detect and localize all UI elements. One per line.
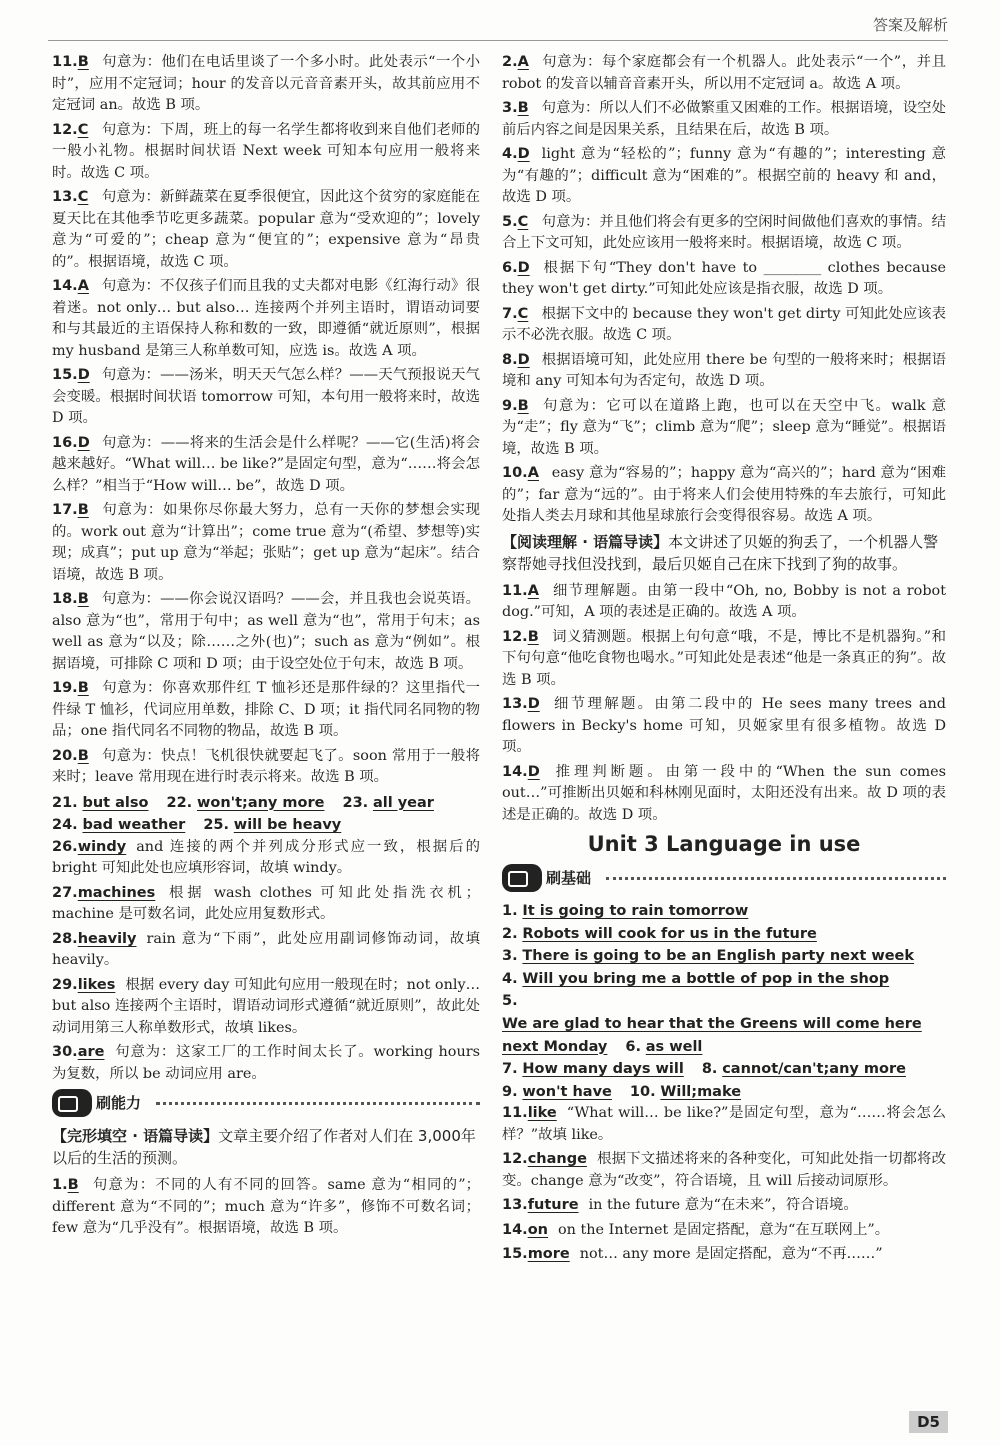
unit-title: Unit 3 Language in use xyxy=(587,832,861,856)
item-answer: likes xyxy=(77,976,116,993)
item-explanation: easy 意为“容易的”；happy 意为“高兴的”；hard 意为“困难的”；far 意为“远的”。由于将来人们会使用特殊的车去旅行，可知此处指人类去月球和其他星球旅行会变得很容易。故选 A 项。 xyxy=(502,465,946,524)
item-answer: C xyxy=(517,213,529,230)
item-answer: bad weather xyxy=(82,817,186,834)
item-answer: There is going to be an English party next week xyxy=(522,948,915,965)
item-explanation: 句意为：快点！飞机很快就要起飞了。soon 常用于一般将来时；leave 常用现在进行时表示将来。故选 B 项。 xyxy=(52,747,480,785)
item-number: 4. xyxy=(502,146,518,162)
right-items-2 xyxy=(502,581,946,827)
item-number: 12. xyxy=(502,628,528,645)
fill-answer-line xyxy=(502,968,946,991)
left-items-3 xyxy=(52,1175,480,1240)
item-explanation: 词义猜测题。根据上句句意“哦，不是，博比不是机器狗。”和下句句意“他吃食物也喝水。”可知此处是表述“他是一条真正的狗”。故选 B 项。 xyxy=(502,628,946,688)
item-answer: We are glad to hear that the Greens will come here xyxy=(502,1015,922,1032)
item-answer: D xyxy=(517,351,530,368)
item-number: 12. xyxy=(502,1151,528,1168)
answer-item xyxy=(502,1220,946,1242)
item-explanation: 推理判断题。由第一段中的“When the sun comes out…”可推断出贝姬和科林刚见面时，太阳还没有出来。故 D 项的表述是正确的。故选 D 项。 xyxy=(502,763,946,823)
item-answer: next Monday xyxy=(502,1038,608,1055)
item-answer: It is going to rain tomorrow xyxy=(522,903,749,919)
item-number: 15. xyxy=(502,1246,528,1263)
answer-item xyxy=(52,1042,480,1085)
item-number: 19. xyxy=(52,680,78,696)
cloze-intro-label: 【完形填空 · 语篇导读】 xyxy=(52,1127,219,1146)
item-number: 15. xyxy=(52,367,78,383)
item-number: 6. xyxy=(502,259,518,276)
item-answer: Will you bring me a bottle of pop in the shop xyxy=(522,970,890,987)
item-explanation: 句意为：并且他们将会有更多的空闲时间做他们喜欢的事情。结合上下文可知，此处应该用一般将来时。根据语境，故选 C 项。 xyxy=(502,213,946,251)
item-answer: D xyxy=(77,367,90,383)
item-number: 28. xyxy=(52,930,78,947)
item-number: 21. xyxy=(52,794,78,811)
item-answer: on xyxy=(527,1221,548,1238)
item-answer: future xyxy=(527,1197,579,1214)
item-explanation: 根据 every day 可知此句应用一般现在时；not only… but also 连接两个主语时，谓语动词形式遵循“就近原则”，故此处动词用第三人称单数形式，故填 likes。 xyxy=(52,976,480,1036)
item-number: 14. xyxy=(502,1221,528,1238)
item-explanation: 句意为：每个家庭都会有一个机器人。此处表示“一个”，并且 robot 的发音以辅音音素开头，所以用不定冠词 a。故选 A 项。 xyxy=(502,54,946,92)
reading-intro-label: 【阅读理解 · 语篇导读】 xyxy=(502,532,669,551)
item-number: 7. xyxy=(502,305,518,322)
item-number: 5. xyxy=(502,213,518,230)
item-number: 6. xyxy=(625,1038,641,1055)
item-explanation: not… any more 是固定搭配，意为“不再……” xyxy=(579,1246,883,1263)
fill-answer-line xyxy=(502,990,946,1035)
item-answer: windy xyxy=(77,838,127,855)
item-explanation: 句意为：如果你尽你最大努力，总有一天你的梦想会实现的。work out 意为“计算出”；come true 意为“(希望、梦想等)实现；成真”；put up 意为“举起；张贴”；get up 意为“起床”。结合语境，故选 B 项。 xyxy=(52,502,480,583)
pen-badge-icon xyxy=(52,1089,92,1117)
item-explanation: 根据下文中的 because they won't get dirty 可知此处应该表示不必洗衣服。故选 C 项。 xyxy=(502,305,946,343)
item-number: 14. xyxy=(502,763,528,780)
item-answer: Robots will cook for us in the future xyxy=(522,925,817,942)
left-items xyxy=(52,52,480,789)
item-answer: but also xyxy=(82,794,149,811)
item-number: 16. xyxy=(52,434,78,451)
item-answer: B xyxy=(67,1177,79,1194)
right-items-3 xyxy=(502,1103,946,1266)
answer-item xyxy=(502,694,946,759)
item-explanation: rain 意为“下雨”，此处应用副词修饰动词，故填 heavily。 xyxy=(52,930,480,969)
left-items-2 xyxy=(52,837,480,1086)
answer-item xyxy=(502,52,946,95)
answer-item xyxy=(502,212,946,255)
item-explanation: 句意为：你喜欢那件红 T 恤衫还是那件绿的？这里指代一件绿 T 恤衫，代词应用单数，排除 C、D 项；it 指代同名同物的物品；one 指代同名不同物的物品，故选 B 项。 xyxy=(52,680,480,739)
item-explanation: 细节理解题。由第二段中的 He sees many trees and flowers in Becky's home 可知，贝姬家里有很多植物。故选 D 项。 xyxy=(502,696,946,755)
reading-intro xyxy=(502,531,946,575)
item-number: 11. xyxy=(52,54,78,70)
item-explanation: 句意为：——汤米，明天天气怎么样？——天气预报说天气会变暖。根据时间状语 tomorrow 可知，本句用一般将来时，故选 D 项。 xyxy=(52,367,480,426)
reading-intro-text: 本文讲述了贝姬的狗丢了，一个机器人警察帮她寻找但没找到，最后贝姬自己在床下找到了狗的故事。 xyxy=(502,532,939,573)
answer-item xyxy=(502,463,946,528)
item-number: 22. xyxy=(166,794,193,811)
right-items xyxy=(502,52,946,528)
fill-answer-line xyxy=(502,1058,946,1081)
item-answer: B xyxy=(527,628,539,645)
item-explanation: 根据 wash clothes 可知此处指洗衣机；machine 是可数名词，此处应用复数形式。 xyxy=(52,884,480,923)
item-number: 24. xyxy=(52,817,78,834)
item-answer: are xyxy=(77,1044,105,1061)
item-explanation: 句意为：他们在电话里谈了一个多小时。此处表示“一个小时”，应用不定冠词；hour 的发音以元音音素开头，故其前应用不定冠词 an。故选 B 项。 xyxy=(52,54,480,113)
item-explanation: 句意为：所以人们不必做繁重又困难的工作。根据语境，设空处前后内容之间是因果关系，且结果在后，故选 B 项。 xyxy=(502,100,946,138)
fill-answer-line xyxy=(502,900,946,923)
item-number: 9. xyxy=(502,1083,518,1100)
item-answer: B xyxy=(77,591,89,607)
answer-item xyxy=(52,52,480,117)
answer-item xyxy=(502,1149,946,1192)
item-answer: cannot/can't;any more xyxy=(722,1061,906,1078)
right-fill-answers xyxy=(502,900,946,1103)
item-answer: D xyxy=(527,763,540,780)
item-explanation: 句意为：不仅孩子们而且我的丈夫都对电影《红海行动》很着迷。not only… but also… 连接两个并列主语时，谓语动词要和与其最近的主语保持人称和数的一致，即遵循“就近原则”，根据 my husband 是第三人称单数可知，应选 is。故选 A 项。 xyxy=(52,278,480,359)
item-number: 12. xyxy=(52,121,78,138)
item-answer: like xyxy=(527,1105,557,1122)
answer-item xyxy=(502,396,946,461)
item-explanation: 细节理解题。由第一段中“Oh, no, Bobby is not a robot dog.”可知，A 项的表述是正确的。故选 A 项。 xyxy=(502,582,946,620)
item-answer: all year xyxy=(372,794,434,811)
item-number: 13. xyxy=(52,189,78,205)
banner-basics xyxy=(502,864,946,894)
item-answer: A xyxy=(517,54,529,70)
item-answer: D xyxy=(527,696,540,712)
answer-item xyxy=(502,1103,946,1146)
answer-item xyxy=(52,120,480,185)
item-answer: change xyxy=(527,1151,587,1168)
item-explanation: in the future 意为“在未来”，符合语境。 xyxy=(588,1197,858,1214)
item-number: 14. xyxy=(52,278,78,294)
item-explanation: 句意为：它可以在道路上跑，也可以在天空中飞。walk 意为“走”；fly 意为“飞”；climb 意为“爬”；sleep 意为“睡觉”。根据语境，故选 B 项。 xyxy=(502,397,946,457)
cloze-intro-text: 文章主要介绍了作者对人们在 3,000年以后的生活的预测。 xyxy=(52,1127,476,1168)
answer-item xyxy=(52,589,480,675)
item-answer: B xyxy=(517,100,529,116)
item-number: 27. xyxy=(52,884,78,901)
answer-item xyxy=(502,1195,946,1217)
item-answer: as well xyxy=(645,1038,703,1055)
item-number: 9. xyxy=(502,397,518,414)
item-answer: D xyxy=(517,146,530,162)
item-number: 26. xyxy=(52,838,78,855)
item-answer: heavily xyxy=(77,930,137,947)
answer-item xyxy=(52,678,480,743)
item-number: 23. xyxy=(342,794,369,811)
item-number: 10. xyxy=(502,465,528,481)
banner-label: 刷能力 xyxy=(96,1094,142,1113)
item-explanation: 句意为：不同的人有不同的回答。same 意为“相同的”；different 意为“不同的”；much 意为“许多”，修饰不可数名词；few 意为“几乎没有”。根据语境，故选 B 项。 xyxy=(52,1177,480,1237)
answer-item xyxy=(52,883,480,926)
item-number: 4. xyxy=(502,970,518,987)
fill-answer-line xyxy=(502,1081,946,1104)
answer-item xyxy=(52,837,480,880)
fill-answer-line xyxy=(52,792,480,815)
item-number: 2. xyxy=(502,54,518,70)
item-explanation: 根据下句“They don't have to ________ clothes because they won't get dirty.”可知此处应该是指衣服，故选 D 项。 xyxy=(502,259,946,297)
item-number: 10. xyxy=(629,1083,656,1100)
right-column xyxy=(502,52,946,1269)
item-explanation: “What will… be like?”是固定句型，意为“……将会怎么样？”故填 like。 xyxy=(502,1105,946,1143)
item-explanation: 句意为：——你会说汉语吗？——会，并且我也会说英语。also 意为“也”，常用于句中；as well 意为“也”，常用于句末；as well as 意为“以及；除……之外(也)”；such as 意为“例如”。根据语境，可排除 C 项和 D 项；由于设空处位于句末，故选 B 项。 xyxy=(52,591,480,672)
pen-badge-icon xyxy=(502,864,542,892)
answer-item xyxy=(502,304,946,347)
answer-item xyxy=(502,144,946,209)
item-answer: B xyxy=(77,747,89,764)
item-number: 29. xyxy=(52,976,78,993)
item-number: 7. xyxy=(502,1061,518,1078)
banner-label: 刷基础 xyxy=(546,869,592,887)
item-explanation: 句意为：——将来的生活会是什么样呢？——它(生活)将会越来越好。“What will… be like?”是固定句型，意为“……将会怎么样？”相当于“How will… be”，故选 D 项。 xyxy=(52,434,480,494)
item-number: 2. xyxy=(502,925,518,942)
answer-item xyxy=(52,1175,480,1240)
item-number: 3. xyxy=(502,100,518,116)
fill-answer-line xyxy=(502,923,946,946)
item-number: 1. xyxy=(52,1177,68,1194)
running-header: 答案及解析 xyxy=(872,16,948,34)
dotted-rule xyxy=(606,877,946,880)
fill-answer-line xyxy=(52,814,480,837)
item-answer: D xyxy=(77,434,90,451)
item-explanation: 根据下文描述将来的各种变化，可知此处指一切都将改变。change 意为“改变”，符合语境，且 will 后接动词原形。 xyxy=(502,1151,946,1189)
answer-item xyxy=(52,500,480,586)
left-column xyxy=(52,52,480,1243)
item-number: 20. xyxy=(52,747,78,764)
item-answer: A xyxy=(527,465,539,481)
item-explanation: on the Internet 是固定搭配，意为“在互联网上”。 xyxy=(557,1221,890,1238)
item-number: 13. xyxy=(502,696,528,712)
item-number: 5. xyxy=(502,993,518,1010)
item-number: 13. xyxy=(502,1197,528,1214)
item-answer: B xyxy=(77,502,89,518)
item-number: 30. xyxy=(52,1044,78,1061)
item-answer: will be heavy xyxy=(233,817,342,834)
fill-answer-line xyxy=(502,1036,946,1059)
item-answer: A xyxy=(77,278,89,294)
item-number: 17. xyxy=(52,502,78,518)
answer-item xyxy=(502,762,946,827)
item-number: 18. xyxy=(52,591,78,607)
item-answer: A xyxy=(527,582,539,599)
item-number: 3. xyxy=(502,948,518,965)
answer-item xyxy=(52,276,480,362)
cloze-intro xyxy=(52,1125,480,1169)
item-explanation: 句意为：新鲜蔬菜在夏季很便宜，因此这个贫穷的家庭能在夏天比在其他季节吃更多蔬菜。popular 意为“受欢迎的”；lovely 意为“可爱的”；cheap 意为“便宜的”；expensive 意为“昂贵的”。根据语境，故选 C 项。 xyxy=(52,189,480,270)
item-number: 8. xyxy=(701,1061,718,1078)
answer-item xyxy=(502,350,946,393)
item-answer: How many days will xyxy=(522,1061,684,1078)
answer-item xyxy=(52,929,480,972)
answer-item xyxy=(502,627,946,692)
fill-answer-line xyxy=(502,945,946,968)
item-number: 25. xyxy=(203,817,230,834)
item-answer: Will;make xyxy=(660,1083,742,1100)
item-answer: more xyxy=(527,1246,570,1263)
answer-item xyxy=(502,581,946,624)
banner-ability xyxy=(52,1089,480,1119)
item-explanation: 根据语境可知，此处应用 there be 句型的一般将来时；根据语境和 any 可知本句为否定句，故选 D 项。 xyxy=(502,351,946,389)
item-answer: machines xyxy=(77,884,156,901)
page-number: D5 xyxy=(909,1411,948,1433)
item-explanation: and 连接的两个并列成分形式应一致，根据后的 bright 可知此处也应填形容词，故填 windy。 xyxy=(52,838,480,877)
answer-item xyxy=(502,98,946,141)
answer-item xyxy=(52,433,480,498)
answer-item xyxy=(52,975,480,1040)
answer-item xyxy=(52,746,480,789)
answer-item xyxy=(52,187,480,273)
answer-item xyxy=(52,365,480,430)
header-rule xyxy=(48,40,948,41)
item-answer: won't have xyxy=(522,1083,612,1100)
item-number: 11. xyxy=(502,582,528,599)
item-number: 1. xyxy=(502,903,518,919)
item-answer: C xyxy=(77,121,89,138)
item-explanation: 句意为：这家工厂的工作时间太长了。working hours 为复数，所以 be 动词应用 are。 xyxy=(52,1044,480,1082)
item-answer: B xyxy=(77,54,89,70)
item-number: 8. xyxy=(502,351,518,368)
item-answer: C xyxy=(517,305,529,322)
dotted-rule xyxy=(156,1102,480,1105)
item-number: 11. xyxy=(502,1105,528,1122)
item-answer: B xyxy=(77,680,89,696)
left-fill-answers xyxy=(52,792,480,837)
item-explanation: light 意为“轻松的”；funny 意为“有趣的”；interesting 意为“有趣的”；difficult 意为“困难的”。根据空前的 heavy 和 and，故选 D 项。 xyxy=(502,146,946,205)
item-answer: C xyxy=(77,189,89,205)
item-answer: D xyxy=(517,259,530,276)
answer-item xyxy=(502,1244,946,1266)
item-explanation: 句意为：下周，班上的每一名学生都将收到来自他们老师的一般小礼物。根据时间状语 Next week 可知本句应用一般将来时。故选 C 项。 xyxy=(52,121,480,181)
item-answer: B xyxy=(517,397,529,414)
answer-item xyxy=(502,258,946,301)
item-answer: won't;any more xyxy=(196,794,325,811)
